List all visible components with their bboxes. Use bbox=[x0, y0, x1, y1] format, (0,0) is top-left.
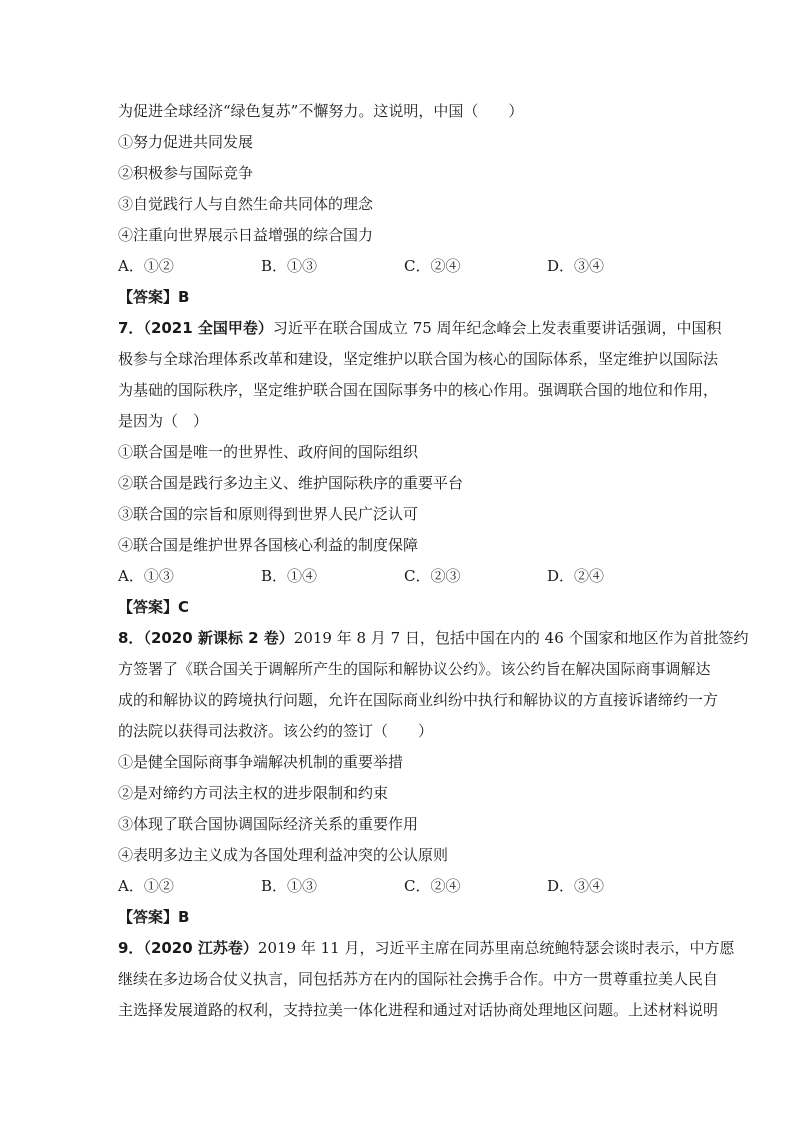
choice-c: C．②④ bbox=[404, 257, 461, 275]
question-stem-text: 习近平在联合国成立 75 周年纪念峰会上发表重要讲话强调，中国积 bbox=[272, 319, 722, 337]
option-2: ②是对缔约方司法主权的进步限制和约束 bbox=[118, 784, 389, 802]
question-8 bbox=[118, 623, 749, 933]
option-3: ③自觉践行人与自然生命共同体的理念 bbox=[118, 195, 374, 213]
option-1: ①联合国是唯一的世界性、政府间的国际组织 bbox=[118, 443, 419, 461]
option-4: ④注重向世界展示日益增强的综合国力 bbox=[118, 226, 374, 244]
choice-b: B．①④ bbox=[261, 567, 318, 585]
choice-b: B．①③ bbox=[261, 877, 318, 895]
question-number: 8． bbox=[118, 629, 144, 647]
choice-a: A．①② bbox=[118, 257, 174, 275]
answer-key: 【答案】C bbox=[118, 598, 190, 616]
question-stem-line bbox=[118, 313, 722, 344]
option-2: ②联合国是践行多边主义、维护国际秩序的重要平台 bbox=[118, 474, 464, 492]
question-stem-line: 成的和解协议的跨境执行问题，允许在国际商业纠纷中执行和解协议的方直接诉诸缔约一方 bbox=[118, 691, 719, 709]
question-stem-line bbox=[118, 623, 749, 654]
question-stem-line: 继续在多边场合仗义执言，同包括苏方在内的国际社会携手合作。中方一贯尊重拉美人民自 bbox=[118, 970, 719, 988]
choice-a: A．①③ bbox=[118, 567, 174, 585]
choice-a: A．①② bbox=[118, 877, 174, 895]
question-number: 7． bbox=[118, 319, 144, 337]
choice-d: D．②④ bbox=[547, 567, 605, 585]
question-stem-line: 的法院以获得司法救济。该公约的签订（ ） bbox=[118, 722, 434, 740]
question-source: （2020 江苏卷） bbox=[143, 939, 258, 957]
option-2: ②积极参与国际竞争 bbox=[118, 164, 254, 182]
question-stem-line: 为促进全球经济“绿色复苏”不懈努力。这说明，中国（ ） bbox=[118, 102, 524, 120]
option-1: ①是健全国际商事争端解决机制的重要举措 bbox=[118, 753, 404, 771]
question-stem-line: 为基础的国际秩序，坚定维护联合国在国际事务中的核心作用。强调联合国的地位和作用， bbox=[118, 381, 719, 399]
question-stem-line bbox=[118, 933, 735, 964]
question-stem-line: 极参与全球治理体系改革和建设，坚定维护以联合国为核心的国际体系，坚定维护以国际法 bbox=[118, 350, 719, 368]
question-stem-line: 主选择发展道路的权利，支持拉美一体化进程和通过对话协商处理地区问题。上述材料说明 bbox=[118, 1001, 719, 1019]
question-7 bbox=[118, 313, 722, 623]
choice-c: C．②④ bbox=[404, 877, 461, 895]
answer-key: 【答案】B bbox=[118, 908, 190, 926]
option-3: ③体现了联合国协调国际经济关系的重要作用 bbox=[118, 815, 419, 833]
question-stem-text: 2019 年 8 月 7 日，包括中国在内的 46 个国家和地区作为首批签约 bbox=[293, 629, 749, 647]
answer-choices bbox=[118, 871, 690, 902]
choice-d: D．③④ bbox=[547, 257, 605, 275]
answer-key: 【答案】B bbox=[118, 288, 190, 306]
question-number: 9． bbox=[118, 939, 144, 957]
choice-b: B．①③ bbox=[261, 257, 318, 275]
question-9 bbox=[118, 933, 735, 1026]
answer-choices bbox=[118, 561, 690, 592]
option-4: ④表明多边主义成为各国处理利益冲突的公认原则 bbox=[118, 846, 449, 864]
option-1: ①努力促进共同发展 bbox=[118, 133, 254, 151]
question-stem-line: 是因为（ ） bbox=[118, 412, 209, 430]
option-3: ③联合国的宗旨和原则得到世界人民广泛认可 bbox=[118, 505, 419, 523]
choice-c: C．②③ bbox=[404, 567, 461, 585]
choice-d: D．③④ bbox=[547, 877, 605, 895]
question-source: （2021 全国甲卷） bbox=[143, 319, 273, 337]
question-stem-line: 方签署了《联合国关于调解所产生的国际和解协议公约》。该公约旨在解决国际商事调解达 bbox=[118, 660, 711, 678]
question-source: （2020 新课标 2 卷） bbox=[143, 629, 294, 647]
question-6 bbox=[118, 96, 690, 313]
option-4: ④联合国是维护世界各国核心利益的制度保障 bbox=[118, 536, 419, 554]
question-stem-text: 2019 年 11 月，习近平主席在同苏里南总统鲍特瑟会谈时表示，中方愿 bbox=[257, 939, 735, 957]
page-content bbox=[118, 96, 749, 1026]
answer-choices bbox=[118, 251, 690, 282]
